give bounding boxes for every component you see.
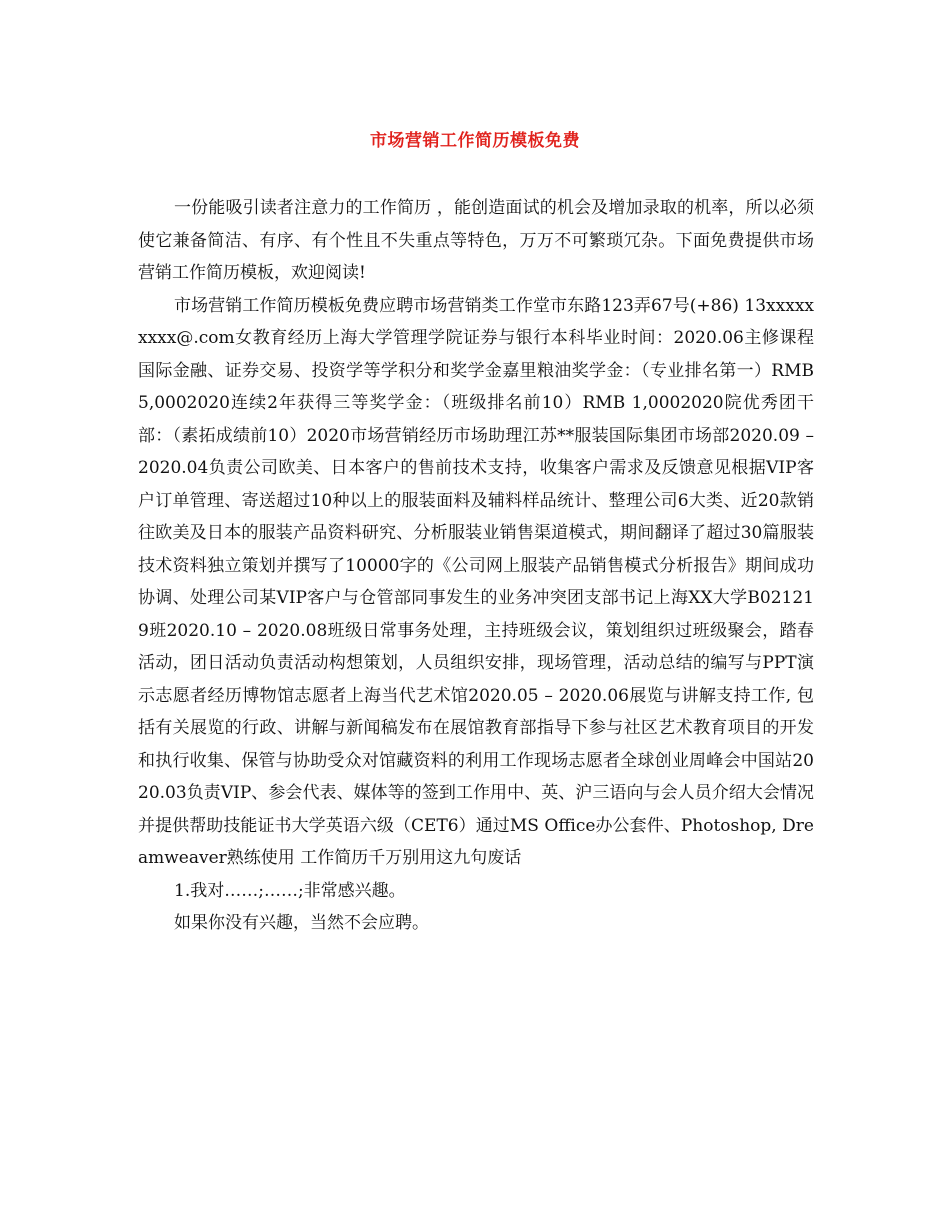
- document-body: [138, 192, 814, 940]
- tip-explanation-paragraph: 如果你没有兴趣，当然不会应聘。: [174, 913, 429, 933]
- intro-paragraph: 一份能吸引读者注意力的工作简历 ，能创造面试的机会及增加录取的机率，所以必须使它兼备简洁、有序、有个性且不失重点等特色，万万不可繁琐冗杂。下面免费提供市场营销工作简历模板，欢迎阅读!: [138, 198, 814, 283]
- tip-heading-paragraph: 1.我对……;……;非常感兴趣。: [174, 880, 406, 901]
- resume-content-paragraph: 市场营销工作简历模板免费应聘市场营销类工作堂市东路123弄67号(+86) 13xxxxxxxxx@.com女教育经历上海大学管理学院证券与银行本科毕业时间：2020.06主修课程国际金融、证券交易、投资学等学积分和奖学金嘉里粮油奖学金：（专业排名第一）RMB 5,0002020连续2年获得三等奖学金：（班级排名前10）RMB 1,0002020院优秀团干部：（素拓成绩前10）2020市场营销经历市场助理江苏**服装国际集团市场部2020.09 – 2020.04负责公司欧美、日本客户的售前技术支持，收集客户需求及反馈意见根据VIP客户订单管理、寄送超过10种以上的服装面料及辅料样品统计、整理公司6大类、近20款销往欧美及日本的服装产品资料研究、分析服装业销售渠道模式，期间翻译了超过30篇服装技术资料独立策划并撰写了10000字的《公司网上服装产品销售模式分析报告》期间成功协调、处理公司某VIP客户与仓管部同事发生的业务冲突团支部书记上海XX大学B021219班2020.10 – 2020.08班级日常事务处理，主持班级会议，策划组织过班级聚会，踏春活动，团日活动负责活动构想策划，人员组织安排，现场管理，活动总结的编写与PPT演示志愿者经历博物馆志愿者上海当代艺术馆2020.05 – 2020.06展览与讲解支持工作, 包括有关展览的行政、讲解与新闻稿发布在展馆教育部指导下参与社区艺术教育项目的开发和执行收集、保管与协助受众对馆藏资料的利用工作现场志愿者全球创业周峰会中国站2020.03负责VIP、参会代表、媒体等的签到工作用中、英、沪三语向与会人员介绍大会情况并提供帮助技能证书大学英语六级（CET6）通过MS Office办公套件、Photoshop, Dreamweaver熟练使用 工作简历千万别用这九句废话: [138, 295, 814, 868]
- document-title: 市场营销工作简历模板免费: [370, 131, 580, 151]
